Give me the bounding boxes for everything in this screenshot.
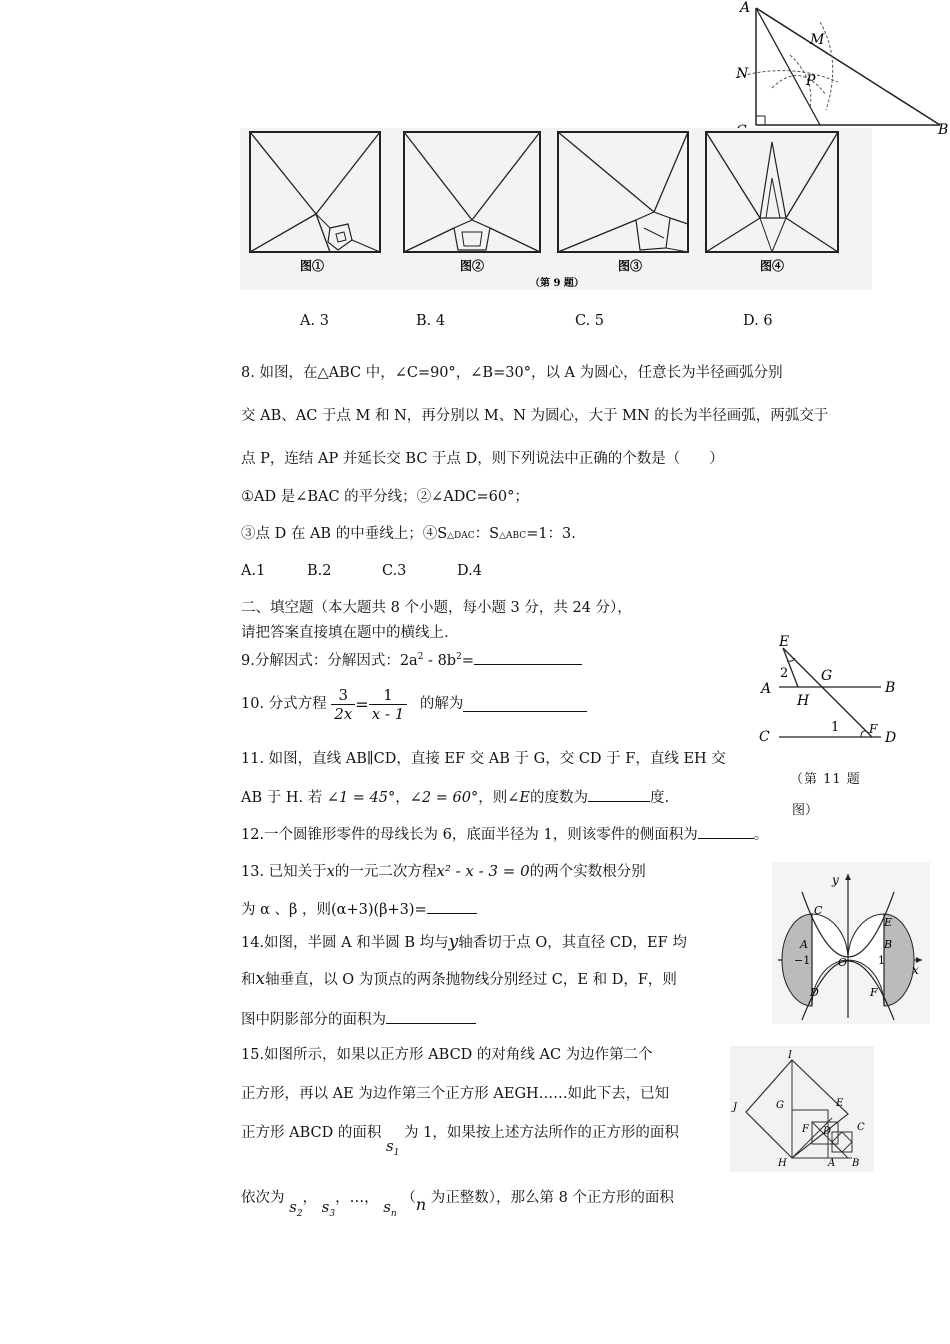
q15-s3-sub: 3 <box>329 1209 336 1219</box>
q11-line-2-d: 度. <box>649 790 670 806</box>
q14-y: y <box>448 932 459 952</box>
label-g: G <box>776 1100 784 1111</box>
q15-line-2: 正方形，再以 AE 为边作第三个正方形 AEGH……如此下去，已知 <box>241 1086 670 1102</box>
q9-main: 9.分解因式：分解因式：2a <box>241 653 418 669</box>
q14-line-2 <box>241 969 677 989</box>
q15-comma: ， <box>302 1190 318 1206</box>
q8-line-4: ①AD 是∠BAC 的平分线；②∠ADC=60°； <box>241 489 529 505</box>
label-b: B <box>884 938 893 951</box>
label-1: 1 <box>831 720 840 735</box>
q13-x: x <box>326 864 335 880</box>
q15-s2 <box>289 1198 303 1219</box>
label-a: A <box>761 681 772 697</box>
q9-answer-blank[interactable] <box>474 651 582 665</box>
q13-line-1 <box>241 862 646 881</box>
q11-answer-blank[interactable] <box>588 788 650 802</box>
q15-sn-sub: n <box>390 1209 397 1219</box>
label-f: F <box>869 722 878 736</box>
q15-s1-sub: 1 <box>393 1148 400 1158</box>
q15-squares-figure <box>730 1046 874 1172</box>
q15-line-3-b: 为 1，如果按上述方法所作的正方形的面积 <box>404 1125 679 1141</box>
q11-parallel-lines-figure <box>755 628 915 753</box>
q9-text <box>241 651 582 670</box>
label-e: E <box>884 916 893 929</box>
q9-figure-strip <box>240 128 872 290</box>
q12-answer-blank[interactable] <box>698 825 754 839</box>
label-h: H <box>797 693 810 709</box>
option-b: B. 4 <box>416 313 446 329</box>
q8-triangle-figure <box>730 0 950 145</box>
q14-line-1-b: 轴香切于点 O，其直径 CD，EF 均 <box>458 935 687 951</box>
q11-sep: ， <box>395 790 410 806</box>
label-b: B <box>852 1158 860 1169</box>
label-x: x <box>912 963 919 977</box>
label-f: F <box>802 1124 809 1135</box>
label-e: E <box>779 634 790 650</box>
q11-angle-2: ∠2 = 60° <box>409 790 479 806</box>
q14-line-3-text: 图中阴影部分的面积为 <box>241 1012 386 1028</box>
label-2: 2 <box>780 666 789 681</box>
q10-text <box>241 686 587 723</box>
panel-4-label: 图④ <box>760 259 785 273</box>
q14-line-1-a: 14.如图，半圆 A 和半圆 B 均与 <box>241 935 449 951</box>
q13-equation: x² - x - 3 = 0 <box>436 862 530 880</box>
q11-line-2-c: 的度数为 <box>529 790 588 806</box>
q10-den-1: 2x <box>334 705 353 723</box>
q11-line-2 <box>241 788 669 807</box>
q15-line-3-a: 正方形 ABCD 的面积 <box>241 1125 382 1141</box>
label-p: P <box>806 73 816 89</box>
label-h: H <box>778 1158 787 1169</box>
q13-answer-blank[interactable] <box>427 900 477 914</box>
q15-line-4-a: 依次为 <box>241 1190 285 1206</box>
figure-caption: （第 9 题） <box>530 278 584 289</box>
q8-option-b: B.2 <box>307 563 332 579</box>
q13-line-2-text: 为 α 、β ，则(α+3)(β+3)= <box>241 902 427 918</box>
section-2-subtitle: 请把答案直接填在题中的横线上. <box>241 625 449 641</box>
q8-line-5-b: ：S <box>474 526 500 542</box>
q15-line-4 <box>241 1187 674 1219</box>
q8-line-5-sub2: △ABC <box>499 531 527 541</box>
label-n: N <box>736 66 749 82</box>
option-d: D. 6 <box>743 313 773 329</box>
q14-x: x <box>255 969 266 989</box>
q15-dots: ，…， <box>335 1190 379 1206</box>
q13-b: 的一元二次方程 <box>334 864 437 880</box>
q10-fraction-right <box>369 686 408 723</box>
q15-line-3 <box>241 1123 679 1158</box>
q10-num-2: 1 <box>369 686 408 705</box>
q14-line-2-b: 轴垂直，以 O 为顶点的两条抛物线分别经过 C，E 和 D，F，则 <box>265 972 677 988</box>
q15-line-4-b: 为正整数），那么第 8 个正方形的面积 <box>430 1190 674 1206</box>
label-a: A <box>828 1158 836 1169</box>
label-g: G <box>821 668 833 684</box>
q11-angle-1: ∠1 = 45° <box>326 790 396 806</box>
q8-option-d: D.4 <box>457 563 482 579</box>
q11-caption-1: （第 11 题 <box>790 772 861 787</box>
q13-a: 13. 已知关于 <box>241 864 327 880</box>
q15-s1-var: s <box>385 1137 394 1155</box>
label-1: 1 <box>878 954 885 967</box>
panel-2-label: 图② <box>460 259 485 273</box>
label-f: F <box>870 986 878 999</box>
q11-line-2-b: ，则 <box>478 790 508 806</box>
label-j: J <box>733 1102 738 1113</box>
option-c: C. 5 <box>575 313 605 329</box>
label-e: E <box>836 1098 844 1109</box>
q11-caption-2: 图） <box>792 803 819 818</box>
q10-answer-blank[interactable] <box>463 698 587 712</box>
q10-num-1: 3 <box>331 686 355 705</box>
q8-line-2: 交 AB、AC 于点 M 和 N，再分别以 M、N 为圆心，大于 MN 的长为半径画弧，两弧交于 <box>241 408 829 424</box>
label-a: A <box>740 0 751 16</box>
q9-mid: - 8b <box>423 653 457 669</box>
q8-line-5-c: =1：3. <box>526 526 576 542</box>
panel-1-label: 图① <box>300 259 325 273</box>
label-b: B <box>938 122 949 138</box>
label-c: C <box>759 729 770 745</box>
q14-line-2-a: 和 <box>241 972 256 988</box>
q8-line-5 <box>241 526 576 543</box>
q15-s2-sub: 2 <box>296 1209 303 1219</box>
q10-suffix: 的解为 <box>419 695 464 712</box>
q12-text <box>241 825 768 844</box>
q14-parabola-figure <box>772 862 930 1024</box>
q11-line-1: 11. 如图，直线 AB∥CD，直接 EF 交 AB 于 G，交 CD 于 F，直线 EH 交 <box>241 751 726 767</box>
q11-line-2-a: AB 于 H. 若 <box>241 790 323 806</box>
q15-paren: （ <box>401 1190 416 1206</box>
q10-prefix: 10. 分式方程 <box>241 695 327 712</box>
q13-c: 的两个实数根分别 <box>529 864 646 880</box>
q11-angle-e: ∠E <box>507 790 530 806</box>
section-2-title: 二、填空题（本大题共 8 个小题，每小题 3 分，共 24 分）， <box>241 600 632 616</box>
q15-sn-var: s <box>383 1198 391 1216</box>
q15-s3-var: s <box>321 1198 330 1216</box>
q15-n: n <box>415 1195 427 1214</box>
q8-line-5-sub1: △DAC <box>447 531 475 541</box>
q8-line-3: 点 P，连结 AP 并延长交 BC 于点 D，则下列说法中正确的个数是（ ） <box>241 451 724 467</box>
panel-3-label: 图③ <box>618 259 643 273</box>
q15-s1 <box>385 1137 400 1158</box>
label-d: D <box>810 986 819 999</box>
q12-end: 。 <box>753 827 769 843</box>
q8-option-c: C.3 <box>382 563 407 579</box>
q8-option-a: A.1 <box>241 563 266 579</box>
q10-fraction-left <box>331 686 355 723</box>
q8-line-1: 8. 如图，在△ABC 中，∠C=90°，∠B=30°，以 A 为圆心，任意长为半径画弧分别 <box>241 365 783 381</box>
q8-line-5-a: ③点 D 在 AB 的中垂线上；④S <box>241 526 448 542</box>
q14-line-1 <box>241 932 687 952</box>
q15-line-1: 15.如图所示，如果以正方形 ABCD 的对角线 AC 为边作第二个 <box>241 1047 653 1063</box>
q12-main: 12.一个圆锥形零件的母线长为 6，底面半径为 1，则该零件的侧面积为 <box>241 827 698 843</box>
label-minus-1: −1 <box>794 954 811 967</box>
q13-line-2 <box>241 900 477 919</box>
q14-answer-blank[interactable] <box>386 1010 476 1024</box>
label-d: D <box>823 1126 832 1137</box>
label-c: C <box>857 1122 865 1133</box>
label-d: D <box>885 730 897 746</box>
label-o: O <box>838 956 848 969</box>
q9-end: = <box>461 653 474 669</box>
label-m: M <box>810 32 825 48</box>
q15-sn <box>383 1198 397 1219</box>
label-i: I <box>788 1050 792 1061</box>
q9-exp-1: 2 <box>417 652 424 663</box>
q15-s3 <box>321 1198 336 1219</box>
label-c: C <box>814 904 823 917</box>
q9-exp-2: 2 <box>456 652 462 663</box>
label-y: y <box>832 873 839 887</box>
q14-line-3 <box>241 1010 476 1029</box>
q10-den-2: x - 1 <box>371 705 405 723</box>
label-b: B <box>885 680 896 696</box>
q15-s2-var: s <box>289 1198 297 1216</box>
label-a: A <box>800 938 808 951</box>
option-a: A. 3 <box>300 313 329 329</box>
q10-equals: = <box>355 694 369 714</box>
